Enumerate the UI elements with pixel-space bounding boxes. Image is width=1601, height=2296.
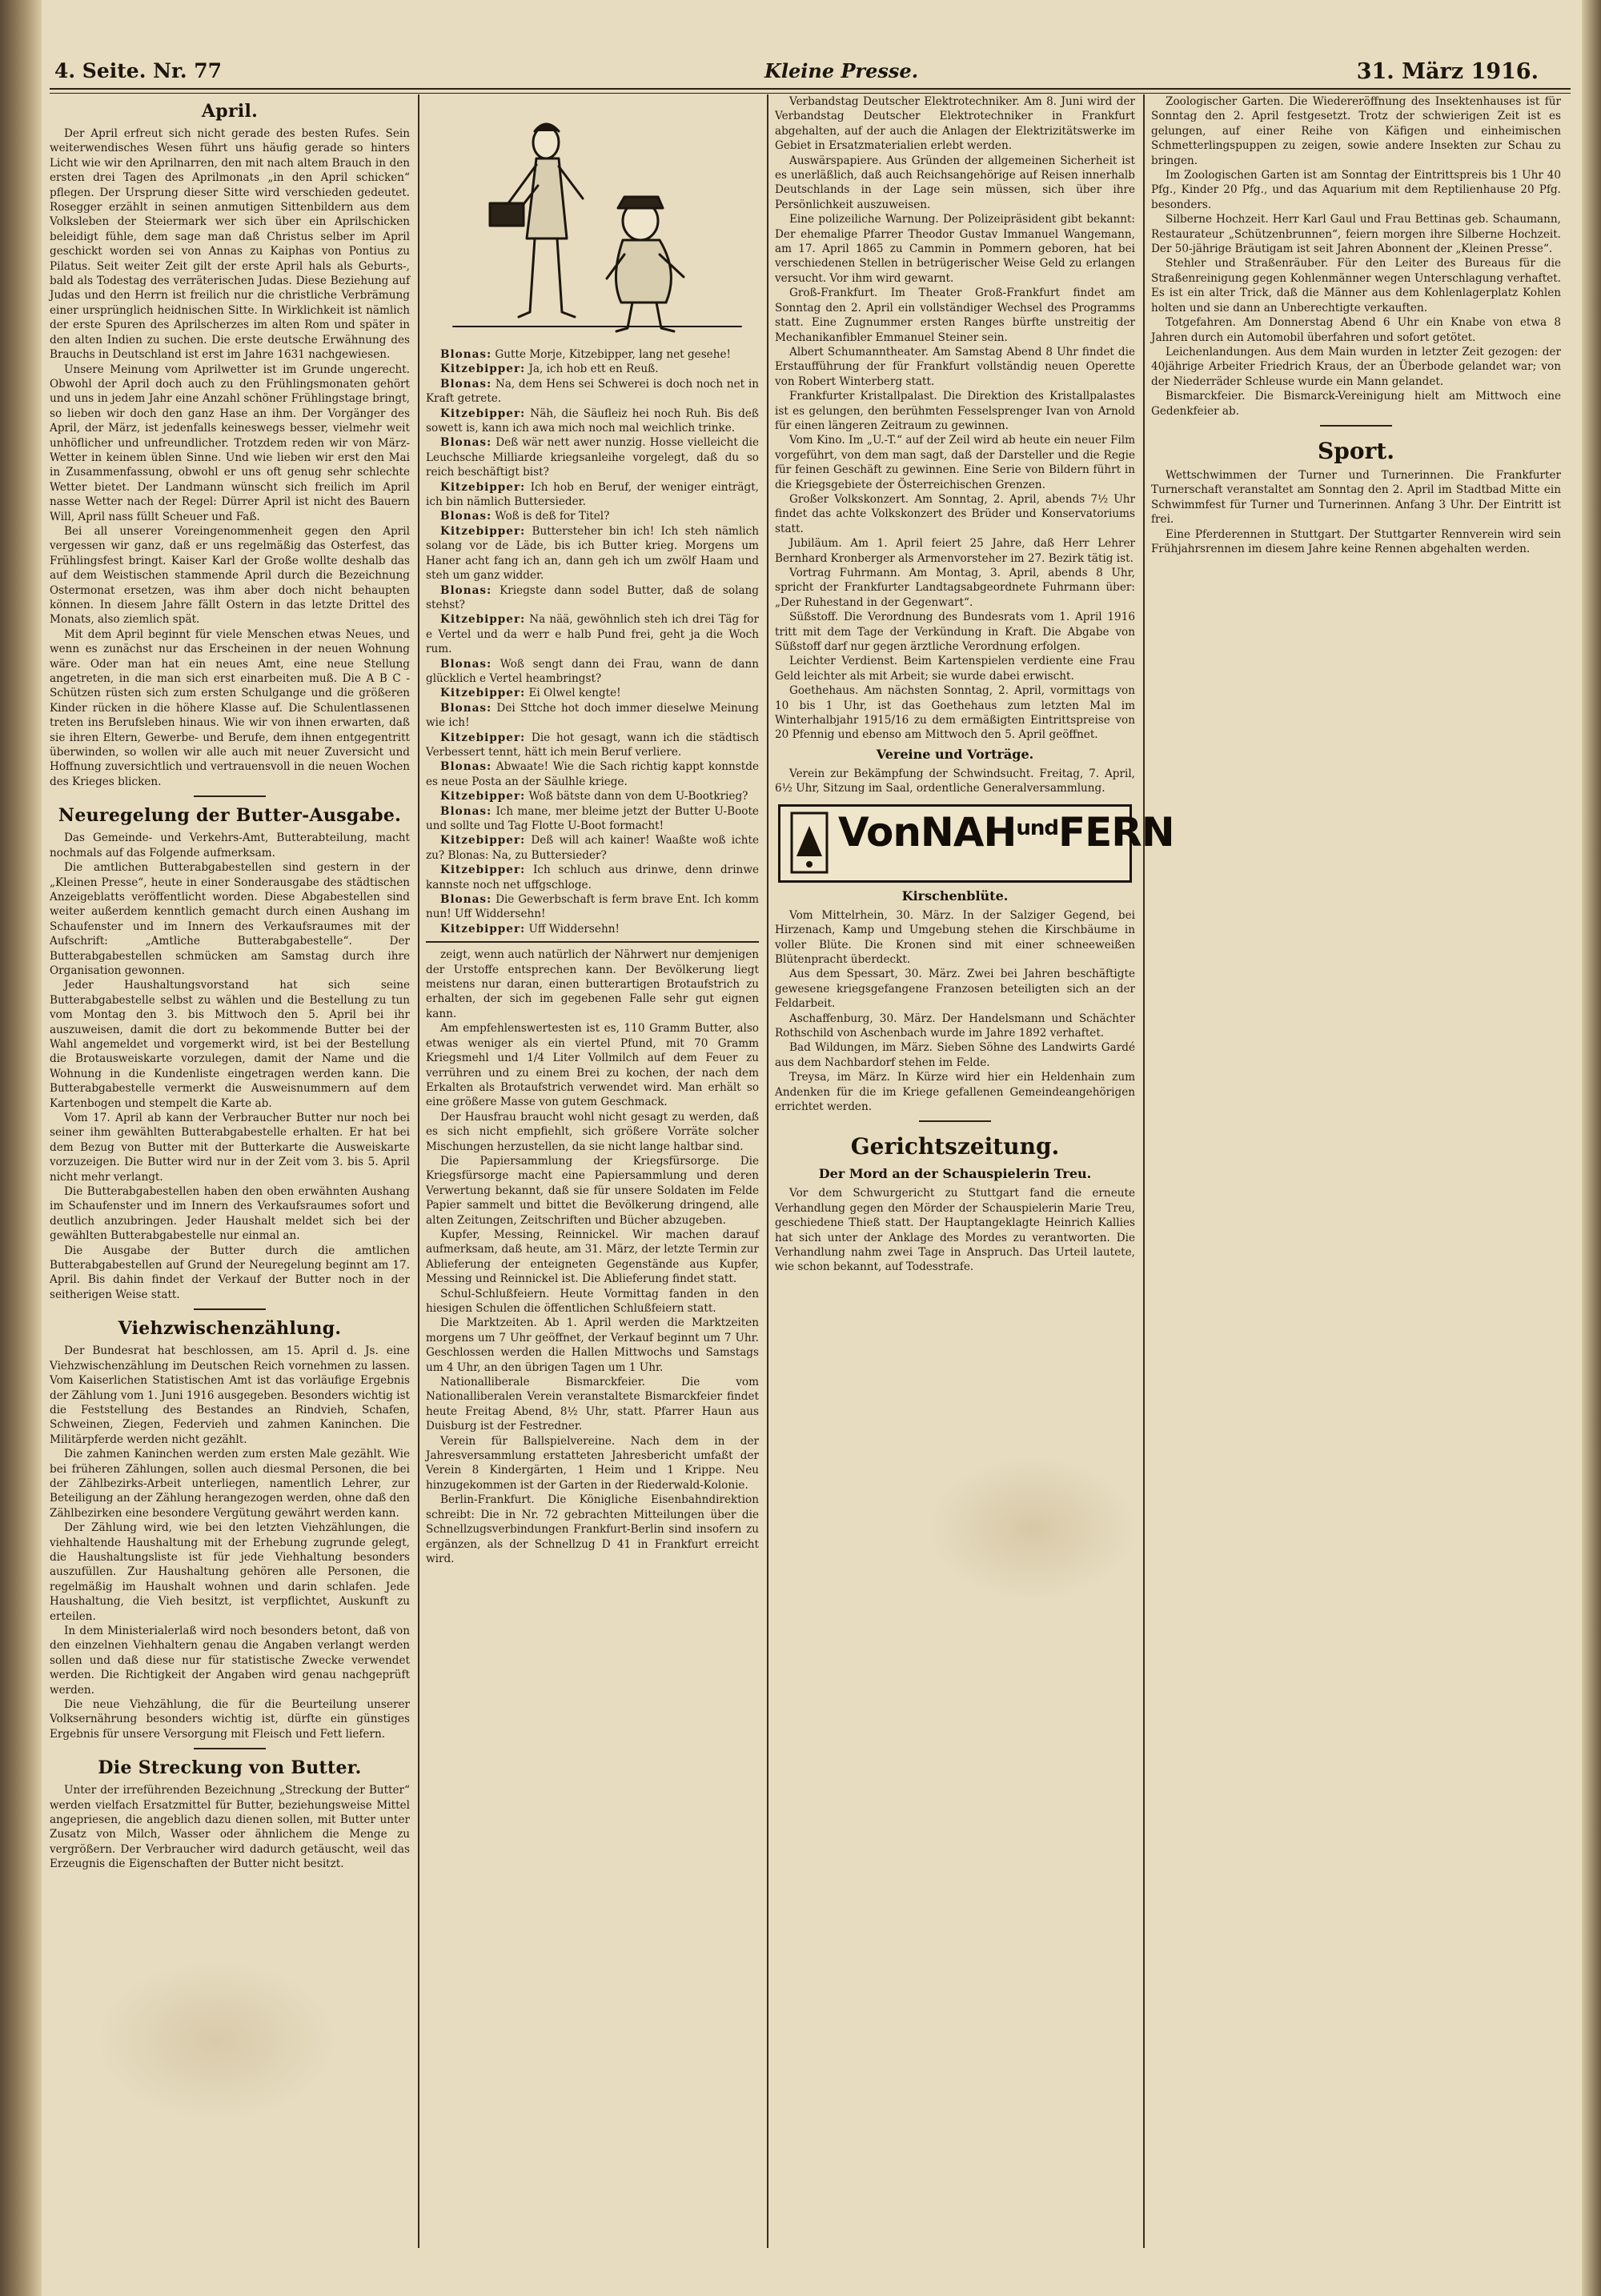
article-paragraph: Mit dem April beginnt für viele Menschen etwas Neues, und wenn es zunächst nur das Erscheinen in der neuen Wohnung wäre. Oder man hat ein neues Amt, eine neue Stellung angetreten, in die man sich erst einarbeiten muß. Die A B C - Schützen rüsten sich zum ersten Schulgange und die größeren Kinder rücken in die höhere Klasse auf. Die Schulentlassenen treten ins Berufsleben hinaus. Wie wir von ihnen erwarten, daß sie ihren Eltern, Gewerbe- und Berufe, dem ihnen entgegentritt überwinden, so wollen wir alle auch mit neuer Zuversicht und Hoffnung zuversichtlich und vertrauensvoll in die neuen Wochen des Krieges blicken. (50, 627, 410, 788)
dialogue-line (426, 347, 759, 362)
banner-emblem-icon (785, 808, 833, 877)
column-3 (775, 94, 1174, 2248)
article-paragraph: Verein für Ballspielvereine. Nach dem in der Jahresversammlung erstatteten Jahresbericht umfaßt der Verein 8 Kindergärten, 1 Heim und 1 Krippe. Neu hinzugekommen ist der Garten in der Riederwald-Kolonie. (426, 1434, 759, 1492)
headline-livestock-census: Viehzwischenzählung. (118, 1318, 342, 1340)
news-item: Verein zur Bekämpfung der Schwindsucht. Freitag, 7. April, 6½ Uhr, Sitzung im Saal, ordentliche Generalversammlung. (775, 767, 1135, 795)
dialogue-text: Uff Widdersehn! (528, 922, 620, 936)
speaker-name: Kitzebipper: (440, 864, 526, 877)
column-rule (418, 94, 419, 2248)
article-paragraph: In dem Ministerialerlaß wird noch besonders betont, daß von den einzelnen Viehhaltern genau die Angaben verlangt werden sollen und daß diese nur für statistische Zwecke verwendet werden. Die Richtigkeit der Angaben wird genau nachgeprüft werden. (50, 1625, 410, 1697)
article-paragraph: Die Ausgabe der Butter durch die amtlichen Butterabgabestellen auf Grund der Neuregelung beginnt am 17. April. Bis dahin findet der Verkauf der Butter noch in der seitherigen Weise statt. (50, 1244, 410, 1301)
article-paragraph: Unter der irreführenden Bezeichnung „Streckung der Butter“ werden vielfach Ersatzmittel für Butter, beziehungsweise Mittel angepriesen, die angeblich dazu dienen sollen, mit Butter unter Zusatz von Milch, Wasser oder ähnlichem die Menge zu vergrößern. Der Verbraucher wird dadurch getäuscht, weil das Erzeugnis die Eigenschaften der Butter nicht besitzt. (50, 1784, 410, 1871)
column-2 (426, 94, 759, 2248)
news-item: Zoologischer Garten. Die Wiedereröffnung des Insektenhauses ist für Sonntag den 2. April festgesetzt. Trotz der schwierigen Zeit ist es gelungen, auf einer Reihe von Käfigen und einheimischen Schmetterlingspuppen zu zeigen, sowie andere Insekten zur Schau zu bringen. (1151, 95, 1561, 167)
dialogue-text: Buttersteher bin ich! Ich steh nämlich solang vor de Läde, bis ich Butter krieg. Morgens um Haner acht fang ich an, dann geh ich um zwölf Haam und steh um ganz widder. (426, 524, 760, 583)
speaker-name: Blonas: (440, 701, 492, 715)
speaker-name: Blonas: (440, 510, 492, 523)
speaker-name: Blonas: (440, 583, 492, 597)
dialogue-line (426, 480, 759, 510)
article-paragraph: Vor dem Schwurgericht zu Stuttgart fand die erneute Verhandlung gegen den Mörder der Schauspielerin Marie Treu, geschiedene Thieß statt. Der Hauptangeklagte Heinrich Kallies hat sich unter der Anklage des Mordes zu verantworten. Die Verhandlung nahm zwei Tage in Anspruch. Das Urteil lautete, wie schon bekannt, auf Todesstrafe. (775, 1187, 1135, 1274)
article-paragraph: Kupfer, Messing, Reinnickel. Wir machen darauf aufmerksam, daß heute, am 31. März, der letzte Termin zur Ablieferung der enteigneten Gegenstände aus Kupfer, Messing und Reinnickel ist. Die Ablieferung findet statt. (426, 1228, 759, 1286)
section-divider (194, 795, 266, 797)
dialogue-line (426, 892, 759, 922)
page-number: 4. Seite. Nr. 77 (54, 59, 223, 82)
dialogue-text: Ei Olwel kengte! (528, 687, 621, 700)
headline-butter-regulation: Neuregelung der Butter-Ausgabe. (58, 805, 402, 827)
news-item: Goethehaus. Am nächsten Sonntag, 2. April, vormittags von 10 bis 1 Uhr, ist das Goethehaus zum letzten Mal im Winterhalbjahr 1915/16 zu dem ermäßigten Eintrittspreise von 20 Pfennig und ebenso am Mittwoch den 5. April geöffnet. (775, 684, 1135, 742)
speaker-name: Kitzebipper: (440, 480, 526, 494)
speaker-name: Blonas: (440, 804, 492, 818)
issue-date: 31. März 1916. (1356, 59, 1539, 84)
news-item: Stehler und Straßenräuber. Für den Leiter des Bureaus für die Straßenreinigung gegen Kohlenmänner wegen Unterschlagung verhaftet. Es ist ein alter Trick, daß die Männer aus dem Kohlenlagerplatz Kohlen holten und sie dann an Unberechtigte verkauften. (1151, 257, 1561, 315)
dialogue-line (426, 701, 759, 731)
column-4 (1151, 94, 1561, 2248)
article-paragraph: Der Hausfrau braucht wohl nicht gesagt zu werden, daß es sich nicht empfiehlt, sich größere Vorräte solcher Mischungen herzustellen, da sie nicht lange haltbar sind. (426, 1110, 759, 1153)
article-paragraph: Die amtlichen Butterabgabestellen sind gestern in der „Kleinen Presse“, heute in einer Sonderausgabe des städtischen Anzeigeblatts veröffentlicht worden. Diese Abgabestellen sind weiter außerdem kenntlich gemacht durch einen Aushang im Schaufenster und im Innern des Verkaufsraumes mit der Aufschrift: „Amtliche Butterabgabestelle“. Der Butterabgabestellen schmücken am Samstag durch ihre Organisation gewonnen. (50, 861, 410, 977)
speaker-name: Kitzebipper: (440, 687, 526, 700)
speaker-name: Kitzebipper: (440, 613, 526, 627)
dialogue-line (426, 524, 759, 583)
dialogue-text: Na, dem Hens sei Schwerei is doch noch net in Kraft getrete. (426, 377, 759, 406)
dialogue-text: Die hot gesagt, wann ich die städtisch Verbessert tennt, hätt ich mein Beruf verliere. (426, 731, 759, 759)
dialogue-text: Ich mane, mer bleime jetzt der Butter U-Boote und sollte und Tag Flotte U-Boot formacht! (426, 804, 759, 832)
article-paragraph: Nationalliberale Bismarckfeier. Die vom Nationalliberalen Verein veranstaltete Bismarckfeier findet heute Freitag Abend, 8½ Uhr, statt. Pfarrer Haun aus Duisburg ist der Festredner. (426, 1376, 759, 1433)
dialogue-line (426, 863, 759, 892)
section-divider (194, 1308, 266, 1310)
news-item: Vom Kino. Im „U.-T.“ auf der Zeil wird ab heute ein neuer Film vorgeführt, von dem man sagt, daß der Darsteller und die Regie für feinen Geschäft zu gewinnen. Eine Serie von Bildern führt in die Kriegsgebiete der Österreichischen Grenzen. (775, 434, 1135, 491)
section-heading-vereine: Vereine und Vorträge. (876, 746, 1034, 762)
speaker-name: Kitzebipper: (440, 834, 526, 847)
news-item: Bismarckfeier. Die Bismarck-Vereinigung hielt am Mittwoch eine Gedenkfeier ab. (1151, 390, 1561, 418)
dialogue-line (426, 435, 759, 479)
speaker-name: Blonas: (440, 760, 492, 774)
book-binding (0, 0, 42, 2296)
article-paragraph: Der Bundesrat hat beschlossen, am 15. April d. Js. eine Viehzwischenzählung im Deutschen Reich vornehmen zu lassen. Vom Kaiserlichen Statistischen Amt ist das vorläufige Ergebnis der Zählung vom 1. Juni 1916 ausgegeben. Besonders wichtig ist die Feststellung des Bestandes an Rindvieh, Schafen, Schweinen, Ziegen, Federvieh und zahmen Kaninchen. Die Militärpferde werden nicht gezählt. (50, 1344, 410, 1446)
speaker-name: Blonas: (440, 657, 492, 671)
dialogue-text: Deß wär nett awer nunzig. Hosse vielleicht die Leuchsche Milliarde kriegsanleihe vorgelegt, daß du so reich beschäftigt bist? (426, 436, 759, 479)
news-item: Frankfurter Kristallpalast. Die Direktion des Kristallpalastes ist es gelungen, den berühmten Fesselsprenger Ivan von Arnold für einen längeren Zeitraum zu gewinnen. (775, 390, 1135, 432)
news-item: Verbandstag Deutscher Elektrotechniker. Am 8. Juni wird der Verbandstag Deutscher Elektrotechniker in Frankfurt abgehalten, auf der auch die Anlagen der Elektrizitätswerke im Gebiet in Ersatzmaterialien erlebt werden. (775, 95, 1135, 153)
news-item: Großer Volkskonzert. Am Sonntag, 2. April, abends 7½ Uhr findet das achte Volkskonzert des Brüder und Konservatoriums statt. (775, 492, 1135, 535)
column-rule (1143, 94, 1145, 2248)
dialogue-line (426, 657, 759, 687)
dialogue-line (426, 759, 759, 789)
news-item: Albert Schumanntheater. Am Samstag Abend 8 Uhr findet die Erstaufführung der für Frankfurt vollständig neuen Operette von Robert Winterberg statt. (775, 345, 1135, 388)
news-item: Bad Wildungen, im März. Sieben Söhne des Landwirts Gardé aus dem Nachbardorf stehen im Felde. (775, 1041, 1135, 1069)
dialogue-line (426, 833, 759, 863)
dialogue-text: Woß sengt dann dei Frau, wann de dann glücklich e Vertel heambringst? (426, 657, 759, 685)
dialogue-line (426, 583, 759, 613)
article-paragraph: Unsere Meinung vom Aprilwetter ist im Grunde ungerecht. Obwohl der April doch auch zu den Frühlingsmonaten gehört und uns in jedem Jahr eine Anzahl schöner Frühlingstage bringt, so lieben wir doch den ganz Hase an ihm. Der Vorgänger des April, der März, ist jedenfalls keineswegs besser, vielmehr weit unhöflicher und unfreundlicher. Trotzdem reden wir von März-Wetter in keinem üblen Sinne. Und wie lieben wir erst den Mai in Zusammenfassung, obwohl er uns oft genug sehr schlechte Wetter bietet. Der Landmann wünscht sich freilich im April nasse Wetter nach der Regel: Dürrer April ist nicht des Bauern Will, April nass füllt Scheuer und Faß. (50, 363, 410, 523)
dialogue-line (426, 804, 759, 834)
dialogue-line (426, 686, 759, 700)
article-paragraph: Die Papiersammlung der Kriegsfürsorge. Die Kriegsfürsorge macht eine Papiersammlung und deren Verwertung bekannt, daß sie für unsere Soldaten im Felde Papier sammelt und bittet die Bevölkerung dringend, alle alten Zeitungen, Zeitschriften und Bücher abzugeben. (426, 1154, 759, 1227)
section-divider (1320, 425, 1392, 427)
article-paragraph: Am empfehlenswertesten ist es, 110 Gramm Butter, also etwas weniger als ein viertel Pfund, mit 70 Gramm Kriegsmehl und 1/4 Liter Vollmilch auf dem Feuer zu verrühren und zu einem Brei zu kochen, der nach dem Erkalten als Brotaufstrich verwendet wird. Man erhält so eine größere Masse von gutem Geschmack. (426, 1022, 759, 1109)
article-paragraph: Der April erfreut sich nicht gerade des besten Rufes. Sein weiterwendisches Wesen führt uns häufig gerade so hinters Licht wie wir den Aprilnarren, den mit nach altem Brauch in den ersten drei Tagen des Aprilmonats „in den April schicken“ pflegen. Der Ursprung dieser Sitte wird verschieden gedeutet. Rosegger erzählt in seinen anmutigen Sittenbildern aus dem Volksleben der Steiermark wer sich über ein Aprilschicken beleidigt fühle, dem sage man daß Christus selber im April geschickt worden sei von Annas zu Kaiphas von Pontius zu Pilatus. Seit weiter Zeit gilt der erste April hals als Geburts-, bald als Todestag des verräterischen Judas. Diese Beziehung auf Judas und den Herrn ist freilich nur die christliche Verbrämung einer ursprünglich heidnischen Sitte. In Wirklichkeit ist nämlich der erste Spuren des Aprilscherzes im alten Rom und später in den alten Indien zu suchen. Die erste deutsche Erwähnung des Brauchs in Deutschland ist erst im Jahre 1631 nachgewiesen. (50, 127, 410, 362)
dialogue-text: Na nää, gewöhnlich steh ich drei Täg for e Vertel und da werr e halb Pund frei, geht ja die Woch rum. (426, 613, 759, 656)
dialogue-text: Ja, ich hob ett en Reuß. (528, 363, 659, 376)
dialogue-line (426, 362, 759, 376)
von-nah-und-fern-banner (778, 804, 1174, 883)
cartoon-drawing (426, 102, 762, 343)
dialogue-line (426, 731, 759, 760)
dialogue-text: Woß bätste dann von dem U-Bootkrieg? (528, 790, 748, 803)
news-item: Aus dem Spessart, 30. März. Zwei bei Jahren beschäftigte gewesene kriegsgefangene Franzosen beteiligten sich an der Feldarbeit. (775, 968, 1135, 1011)
news-item: Leichenlandungen. Aus dem Main wurden in letzter Zeit gezogen: der 40jährige Arbeiter Friedrich Kraus, der an Überbode gelandet war; von der Niederräder Schleuse wurde ein Mann gelandet. (1151, 345, 1561, 388)
dialogue-text: Die Gewerbschaft is ferm brave Ent. Ich komm nun! Uff Widdersehn! (426, 893, 759, 921)
article-paragraph: Schul-Schlußfeiern. Heute Vormittag fanden in den hiesigen Schulen die öffentlichen Schlußfeiern statt. (426, 1287, 759, 1315)
article-subheading: Der Mord an der Schauspielerin Treu. (818, 1166, 1092, 1182)
news-item: Vom Mittelrhein, 30. März. In der Salziger Gegend, bei Hirzenach, Kamp und Umgebung stehen die Kirschbäume in voller Blüte. Die Kronen sind mit einer schneeweißen Blütenpracht überdeckt. (775, 908, 1135, 966)
dialogue-line (426, 407, 759, 436)
section-heading-kirschen: Kirschenblüte. (901, 888, 1009, 904)
headline-butter-stretching: Die Streckung von Butter. (98, 1757, 362, 1779)
section-heading-gericht: Gerichtszeitung. (850, 1133, 1060, 1160)
dialogue-text: Gutte Morje, Kitzebipper, lang net gesehe! (495, 348, 731, 361)
news-item: Im Zoologischen Garten ist am Sonntag der Eintrittspreis bis 1 Uhr 40 Pfg., Kinder 20 Pfg., und das Aquarium mit dem Reptilienhause 20 Pfg. besonders. (1151, 169, 1561, 211)
banner-title: VonNAH$^{und}$FERN (838, 808, 1174, 855)
dialogue-text: Näh, die Säufleiz hei noch Ruh. Bis deß sowett is, kann ich awa mich noch mal weichlich trinke. (426, 407, 759, 435)
article-paragraph: Die Butterabgabestellen haben den oben erwähnten Aushang im Schaufenster und im Innern des Verkaufsraumes sofort und deutlich anzubringen. Jeder Haushalt meldet sich bei der gewählten Butterabgabestelle nur einmal an. (50, 1185, 410, 1243)
news-item: Vortrag Fuhrmann. Am Montag, 3. April, abends 8 Uhr, spricht der Frankfurter Landtagsabgeordnete Fuhrmann über: „Der Ruhestand in der Gegenwart“. (775, 567, 1135, 609)
article-paragraph: Berlin-Frankfurt. Die Königliche Eisenbahndirektion schreibt: Die in Nr. 72 gebrachten Mitteilungen über die Schnellzugsverbindungen Frankfurt-Berlin sind insofern zu ergänzen, als der Schnellzug D 41 in Frankfurt erreicht wird. (426, 1493, 759, 1565)
dialogue-line (426, 789, 759, 803)
news-item: Süßstoff. Die Verordnung des Bundesrats vom 1. April 1916 tritt mit dem Tage der Verkündung in Kraft. Die Abgabe von Süßstoff darf nur gegen ärztliche Verordnung erfolgen. (775, 611, 1135, 654)
dialogue-text: Woß is deß for Titel? (495, 510, 610, 523)
speaker-name: Blonas: (440, 348, 492, 361)
speaker-name: Kitzebipper: (440, 731, 526, 744)
page-edge-shadow (1582, 0, 1601, 2296)
article-paragraph: Vom 17. April ab kann der Verbraucher Butter nur noch bei seiner ihm gewählten Butterabgabestelle erhalten. Er hat bei dem Bezug von Butter mit der Butterkarte die Ausweiskarte vorzuzeigen. Die Butter wird nur in der Zeit vom 3. bis 5. April nicht mehr verlangt. (50, 1112, 410, 1184)
speaker-name: Blonas: (440, 377, 492, 391)
article-paragraph: zeigt, wenn auch natürlich der Nährwert nur demjenigen der Urstoffe entsprechen kann. Der Bevölkerung liegt meistens nur daran, einen butterartigen Brotaufstrich zu erhalten, der sich im gegebenen Falle sehr gut eignen kann. (426, 948, 759, 1020)
article-paragraph: Die Marktzeiten. Ab 1. April werden die Marktzeiten morgens um 7 Uhr geöffnet, der Verkauf beginnt um 7 Uhr. Geschlossen werden die Hallen Mittwochs und Samstags um 4 Uhr, an den übrigen Tagen um 1 Uhr. (426, 1316, 759, 1374)
news-item: Leichter Verdienst. Beim Kartenspielen verdiente eine Frau Geld leichter als mit Arbeit; sie wurde dabei erwischt. (775, 655, 1135, 683)
article-paragraph: Jeder Haushaltungsvorstand hat sich seine Butterabgabestelle selbst zu wählen und die Bestellung zu tun vom Montag den 3. bis Mittwoch den 5. April bei ihr auszuweisen, damit die dort zu bekommende Butter bei der Wahl angemeldet und vorgemerkt wird, ist bei der Bestellung die Brotausweiskarte vorzulegen, damit der Name und die Wohnung in die Kundenliste eingetragen werden kann. Die Butterabgabestelle vermerkt die Ausweisnummern auf dem Kartenbogen und stempelt die Karte ab. (50, 979, 410, 1110)
article-paragraph: Bei all unserer Voreingenommenheit gegen den April vergessen wir ganz, daß er uns regelmäßig das Osterfest, das Frühlingsfest bringt. Kaiser Karl der Große wollte deshalb das auf dem Weistischen stammende April durch die Bezeichnung Ostermonat ersetzen, was ihm aber doch nicht behaupten können. In diesem Jahre fällt Ostern in das letzte Drittel des Monats, also ziemlich spät. (50, 524, 410, 627)
newspaper-title: Kleine Presse. (764, 59, 919, 82)
speaker-name: Kitzebipper: (440, 922, 526, 936)
dialogue-text: Ich schluch aus drinwe, denn drinwe kannste noch net uffgschloge. (426, 864, 759, 892)
news-item: Eine polizeiliche Warnung. Der Polizeipräsident gibt bekannt: Der ehemalige Pfarrer Theodor Gustav Immanuel Wangemann, am 17. April 1865 zu Cammin in Pommern geboren, hat bei verschiedenen Stellen in betrügerischer Weise Geld zu erlangen versucht. Vor ihm wird gewarnt. (775, 213, 1135, 285)
dialogue-text: Abwaate! Wie die Sach richtig kappt konnstde es neue Posta an der Säulhle kriege. (426, 760, 759, 788)
news-item: Silberne Hochzeit. Herr Karl Gaul und Frau Bettinas geb. Schaumann, Restaurateur „Schützenbrunnen“, feiern morgen ihre Silberne Hochzeit. Der 50-jährige Bräutigam ist seit Jahren Abonnent der „Kleinen Presse“. (1151, 213, 1561, 256)
cartoon-illustration (426, 102, 762, 343)
dialogue-text: Deß will ach kainer! Waaßte woß ichte zu? Blonas: Na, zu Buttersieder? (426, 834, 759, 862)
dialogue-line (426, 922, 759, 936)
news-item: Aschaffenburg, 30. März. Der Handelsmann und Schächter Rothschild von Aschenbach wurde im Jahre 1892 verhaftet. (775, 1012, 1135, 1040)
masthead-rule (50, 88, 1571, 94)
article-paragraph: Die neue Viehzählung, die für die Beurteilung unserer Volksernährung besonders wichtig ist, dürfte ein günstiges Ergebnis für unsere Versorgung mit Fleisch und Fett liefern. (50, 1698, 410, 1741)
news-item: Eine Pferderennen in Stuttgart. Der Stuttgarter Rennverein wird sein Frühjahrsrennen im diesem Jahre keine Rennen abgehalten werden. (1151, 527, 1561, 555)
speaker-name: Kitzebipper: (440, 790, 526, 803)
speaker-name: Kitzebipper: (440, 407, 526, 420)
dialogue-line (426, 509, 759, 523)
dialogue-line (426, 612, 759, 656)
headline-april: April. (201, 101, 259, 122)
section-divider (194, 1748, 266, 1749)
dialogue-text: Dei Sttche hot doch immer dieselwe Meinung wie ich! (426, 701, 759, 730)
section-divider (919, 1120, 991, 1122)
article-paragraph: Der Zählung wird, wie bei den letzten Viehzählungen, die viehhaltende Haushaltung mit der Erhebung zugrunde gelegt, die Haushaltungsliste ist für jede Viehhaltung besonders auszufüllen. Zur Haushaltung gehören alle Personen, die regelmäßig im Haushalt wohnen und darin schlafen. Jede Haushaltung, die Vieh besitzt, ist verpflichtet, Auskunft zu erteilen. (50, 1521, 410, 1623)
speaker-name: Blonas: (440, 436, 492, 450)
speaker-name: Kitzebipper: (440, 363, 526, 376)
dialogue-line (426, 377, 759, 407)
speaker-name: Blonas: (440, 893, 492, 907)
news-item: Treysa, im März. In Kürze wird hier ein Heldenhain zum Andenken für die im Kriege gefallenen Gemeindeangehörigen errichtet werden. (775, 1071, 1135, 1113)
dialogue-section (426, 347, 759, 943)
column-1 (50, 94, 410, 2248)
news-item: Jubiläum. Am 1. April feiert 25 Jahre, daß Herr Lehrer Bernhard Kronberger als Armenvorsteher im 27. Bezirk tätig ist. (775, 537, 1135, 565)
article-paragraph: Die zahmen Kaninchen werden zum ersten Male gezählt. Wie bei früheren Zählungen, sollen auch diesmal Personen, die bei der Zählbezirks-Arbeit unterliegen, namentlich Lehrer, zur Beteiligung an der Zählung herangezogen werden, ohne daß den Zählbezirken eine besondere Vergütung gewährt werden kann. (50, 1448, 410, 1520)
article-paragraph: Das Gemeinde- und Verkehrs-Amt, Butterabteilung, macht nochmals auf das Folgende aufmerksam. (50, 831, 410, 859)
dialogue-text: Kriegste dann sodel Butter, daß de solang stehst? (426, 583, 759, 611)
dialogue-text: Ich hob en Beruf, der weniger einträgt, ich bin nämlich Buttersieder. (426, 480, 759, 509)
news-item: Totgefahren. Am Donnerstag Abend 6 Uhr ein Knabe von etwa 8 Jahren durch ein Automobil überfahren und sofort getötet. (1151, 316, 1561, 344)
news-item: Wettschwimmen der Turner und Turnerinnen. Die Frankfurter Turnerschaft veranstaltet am Sonntag den 2. April im Stadtbad Mitte ein Schwimmfest für Turner und Turnerinnen. Anfang 3 Uhr. Der Eintritt ist frei. (1151, 468, 1561, 527)
news-item: Groß-Frankfurt. Im Theater Groß-Frankfurt findet am Sonntag den 2. April ein vollständiger Wechsel des Programms statt. Eine Zugnummer ersten Ranges bürfte unstreitig der Mechanikanfibler Emmanuel Steiner sein. (775, 286, 1135, 344)
section-heading-sport: Sport. (1318, 437, 1394, 464)
news-item: Auswärspapiere. Aus Gründen der allgemeinen Sicherheit ist es unerläßlich, daß auch Reichsangehörige auf Reisen innerhalb Deutschlands in der Lage sein müssen, sich über ihre Persönlichkeit auszuweisen. (775, 154, 1135, 211)
column-rule (767, 94, 768, 2248)
masthead (50, 59, 1571, 86)
speaker-name: Kitzebipper: (440, 524, 526, 538)
